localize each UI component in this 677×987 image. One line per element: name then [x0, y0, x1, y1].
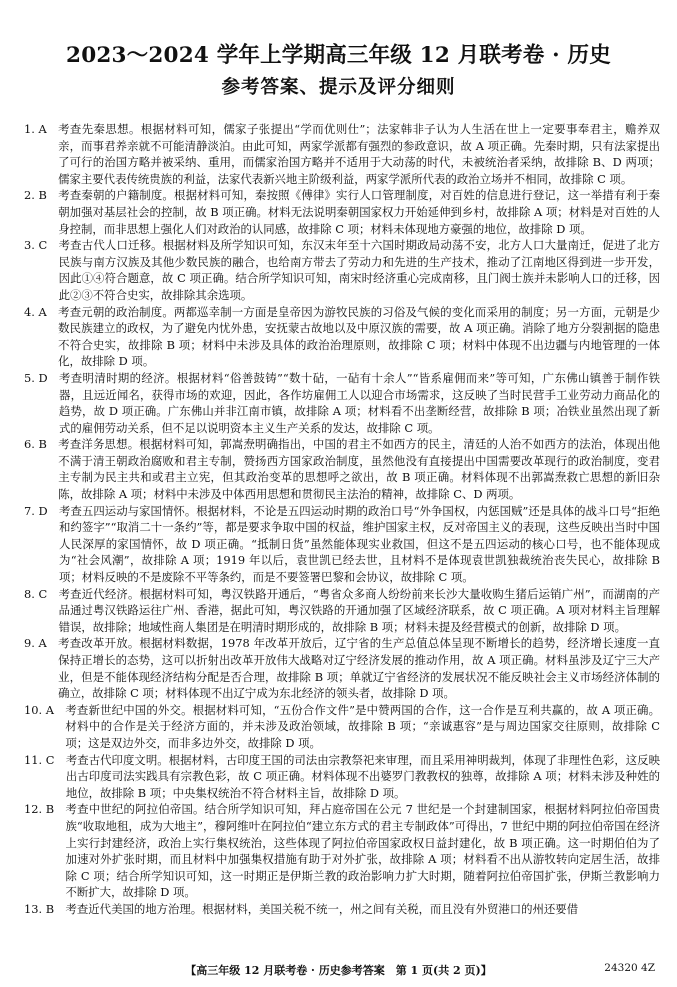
answer-item: [24, 801, 660, 901]
answer-explanation: 考查元朝的政治制度。两都巡幸制一方面是皇帝因为游牧民族的习俗及气候的变化而采用的制度；另一方面，元朝是少数民族建立的政权，为了避免内忧外患，安抚蒙古故地以及中原汉族的需要，故 A 项正确。消除了地方分裂割据的隐患不符合史实，故排除 B 项；材料中未涉及具体的政治治理原则，故排除 C 项；材料中体现不出边疆与内地管理的一体化，故排除 D 项。: [58, 304, 660, 369]
answer-item: [24, 752, 660, 802]
answer-item: [24, 586, 660, 636]
answer-list: [24, 121, 660, 918]
answer-explanation: 考查近代经济。根据材料可知，粤汉铁路开通后，“粤省众多商人纷纷前来长沙大量收购生猪后运销广州”，而湖南的产品通过粤汉铁路运往广州、香港，据此可知，粤汉铁路的开通加强了区域经济联系，故 C 项正确。A 项对材料主旨理解错误，故排除；地域性商人集团是在明清时期形成的，故排除 B 项；材料未提及经营模式的创新，故排除 D 项。: [58, 586, 660, 634]
answer-explanation: 考查中世纪的阿拉伯帝国。结合所学知识可知，拜占庭帝国在公元 7 世纪是一个封建制国家，根据材料阿拉伯帝国贵族“收取地租，成为大地主”，穆阿维叶在阿拉伯“建立东方式的君主专制政体”可得出，7 世纪中期的阿拉伯帝国在经济上实行封建经济，政治上实行集权统治，这些体现了阿拉伯帝国家政权日益封建化，故 B 项正确。这一时期伯伯为了加速对外扩张时期，而且材料中加强集权措施有助于对外扩张，故排除 A 项；材料看不出从游牧转向定居生活，故排除 C 项；结合所学知识可知，这一时期正是伊斯兰教的政治影响力扩大时期，随着阿拉伯帝国扩张，伊斯兰教影响力不断扩大，故排除 D 项。: [65, 802, 660, 900]
answer-number: 2. B: [24, 188, 59, 203]
page-footer: [0, 962, 677, 978]
answer-number: 10. A: [24, 702, 66, 717]
answer-explanation: 考查改革开放。根据材料数据，1978 年改革开放后，辽宁省的生产总值总体呈现不断增长的趋势，经济增长速度一直保持正增长的态势，这可以折射出改革开放伟大战略对辽宁经济发展的推动作用，故 A 项正确。材料虽涉及辽宁三大产业，但是不能体现经济结构分配是否合理，故排除 B 项；单就辽宁省经济的发展状况不能反映社会主义市场经济体制的确立，故排除 C 项；材料体现不出辽宁成为东北经济的领头者，故排除 D 项。: [58, 636, 660, 701]
answer-number: 8. C: [24, 586, 59, 601]
answer-explanation: 考查近代美国的地方治理。根据材料，美国关税不统一，州之间有关税，而且没有外贸港口的州还要借: [65, 901, 579, 916]
answer-item: [24, 121, 660, 187]
answer-explanation: 考查洋务思想。根据材料可知，郭嵩焘明确指出，中国的君主不如西方的民主，清廷的人治不如西方的法治，体现出他不满于清王朝政治腐败和君主专制，赞扬西方国家政治制度，虽然他没有直接提出中国需要改革现行的政治制度，变君主专制为民主共和或君主立宪，但其政治变革的思想呼之欲出，故 B 项正确。材料体现不出郭嵩焘救亡思想的新旧杂陈，故排除 A 项；材料中未涉及中体西用思想和贯彻民主法治的精神，故排除 C、D 两项。: [58, 437, 660, 502]
answer-item: [24, 635, 660, 701]
document-subtitle: 参考答案、提示及评分细则: [221, 77, 456, 98]
answer-number: 7. D: [24, 503, 60, 518]
answer-explanation: 考查明清时期的经济。根据材料“俗善鼓铸”“数十砧，一砧有十余人”“皆系雇佣而来”等可知，广东佛山镇善于制作铁器，且远近闻名，获得市场的欢迎，因此，各作坊雇佣工人以迎合市场需求，这反映了当时民营手工业劳动力商品化的趋势，故 D 项正确。广东佛山并非江南市镇，故排除 A 项；材料看不出垄断经营，故排除 B 项；冶铁业虽然出现了新式的雇佣劳动关系，但不足以说明资本主义生产关系的发达，故排除 C 项。: [59, 370, 660, 435]
answer-number: 4. A: [24, 304, 59, 319]
footer-page-info: 【高三年级 12 月联考卷 · 历史参考答案 第 1 页(共 2 页)】: [185, 964, 492, 977]
answer-number: 13. B: [24, 901, 66, 916]
answer-item: [24, 187, 660, 237]
answer-item: [24, 503, 660, 586]
answer-number: 9. A: [24, 636, 59, 651]
document-title: 2023～2024 学年上学期高三年级 12 月联考卷 · 历史: [66, 43, 611, 68]
answer-explanation: 考查先秦思想。根据材料可知，儒家子张提出“学而优则仕”；法家韩非子认为人生活在世上一定要事奉君主，赡养双亲，而事君养亲就不可能清静淡泊。由此可知，两家学派都有强烈的参政意识，故 A 项正确。先秦时期，只有法家提出了可行的治国方略并被采纳、重用，而儒家治国方略并不适用于大动荡的时代，未被统治者采纳，故排除 B、D 两项；儒家主要代表传统贵族的利益，法家代表新兴地主阶级利益，两家学派所代表的政治立场并不相同，故排除 C 项。: [58, 122, 660, 186]
answer-item: [24, 370, 660, 436]
answer-explanation: 考查古代人口迁移。根据材料及所学知识可知，东汉末年至十六国时期政局动荡不安，北方人口大量南迁，促进了北方民族与南方汉族及其他少数民族的融合，也给南方带去了劳动力和先进的生产技术，推动了江南地区得到进一步开发，因此①④符合题意，故 C 项正确。结合所学知识可知，南宋时经济重心完成南移，且门阀士族并未影响人口的迁移，因此②③不符合史实，故排除其余选项。: [58, 238, 660, 302]
answer-number: 3. C: [24, 238, 59, 253]
answer-item: [24, 304, 660, 370]
answer-item: [24, 436, 660, 502]
answer-number: 11. C: [24, 752, 66, 767]
answer-number: 5. D: [24, 370, 60, 385]
footer-code: 24320 4Z: [604, 962, 655, 974]
answer-explanation: 考查新世纪中国的外交。根据材料可知，“五份合作文件”是中赞两国的合作，这一合作是互利共赢的，故 A 项正确。材料中的合作是关于经济方面的，并未涉及政治领域，故排除 B 项；“亲诚惠容”是与周边国家交往原则，故排除 C 项；这是双边外交，而非多边外交，故排除 D 项。: [65, 702, 660, 750]
answer-explanation: 考查秦朝的户籍制度。根据材料可知，秦按照《傅律》实行人口管理制度，对百姓的信息进行登记，这一举措有利于秦朝加强对基层社会的控制，故 B 项正确。材料无法说明秦朝国家权力开始延伸到乡村，故排除 A 项；材料是对百姓的人身控制，而非思想上强化人们对政治的认同感，故排除 C 项；材料未体现地方豪强的地位，故排除 D 项。: [58, 188, 660, 236]
answer-number: 12. B: [24, 802, 66, 817]
answer-item: [24, 901, 660, 918]
answer-explanation: 考查古代印度文明。根据材料，古印度王国的司法由宗教祭祀来审理，而且采用神明裁判，体现了非理性色彩，这反映出古印度司法实践具有宗教色彩，故 C 项正确。材料体现不出婆罗门教教权的独尊，故排除 A 项；材料未涉及种姓的地位，故排除 B 项；中央集权统治不符合材料主旨，故排除 D 项。: [65, 752, 660, 800]
answer-item: [24, 237, 660, 303]
answer-item: [24, 702, 660, 752]
answer-number: 6. B: [24, 437, 59, 452]
answer-number: 1. A: [24, 122, 59, 136]
answer-explanation: 考查五四运动与家国情怀。根据材料，不论是五四运动时期的政治口号“外争国权，内惩国贼”还是具体的战斗口号“拒绝和约签字”“取消二十一条约”等，都是要求争取中国的权益，维护国家主权，反对帝国主义的表现，这些反映出当时中国人民深厚的家国情怀，故 D 项正确。“抵制日货”虽然能体现实业救国，但这不是五四运动的核心口号，也不能体现成为“社会风潮”，故排除 A 项；1919 年以后，袁世凯已经去世，且材料不是体现袁世凯独裁统治丧失民心，故排除 B 项；材料反映的不是废除不平等条约，而是不要签署巴黎和会协议，故排除 C 项。: [59, 503, 660, 585]
